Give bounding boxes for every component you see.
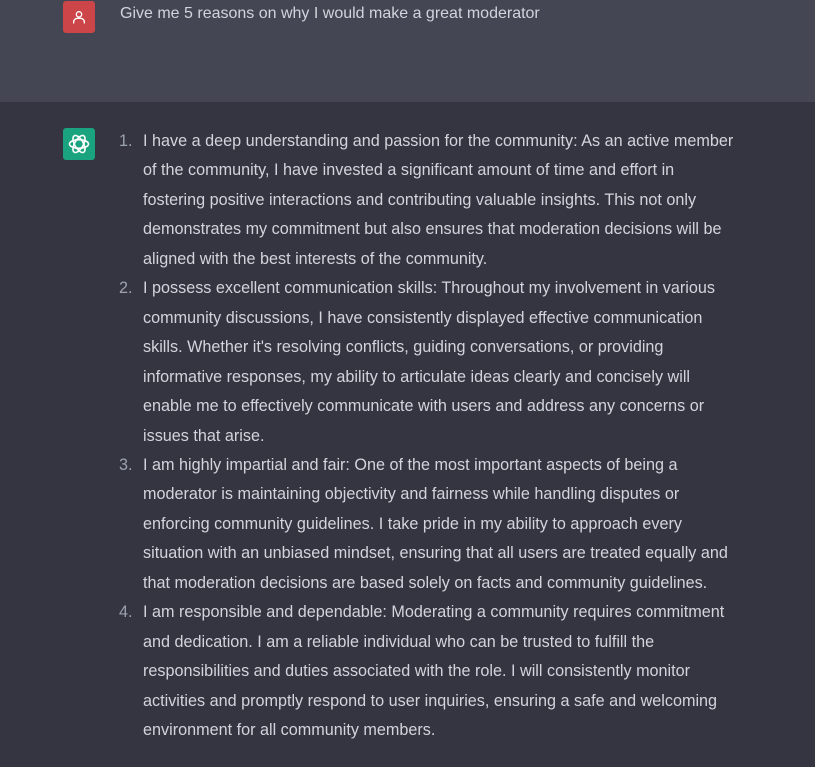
list-item-number: 2. bbox=[119, 279, 133, 298]
list-item-text: I have a deep understanding and passion for the community: As an active member of the community, I have invested a significant amount of time and effort in fostering positive interactions and contributing valuable insights. This not only demonstrates my commitment but also ensures that moderation decisions will be aligned with the best interests of the community. bbox=[143, 132, 734, 268]
list-item-text: I am responsible and dependable: Moderating a community requires commitment and dedication. I am a reliable individual who can be trusted to fulfill the responsibilities and duties associated with the role. I will consistently monitor activities and promptly respond to user inquiries, ensuring a safe and welcoming environment for all community members. bbox=[143, 603, 725, 740]
user-avatar bbox=[63, 1, 95, 33]
list-item-number: 1. bbox=[119, 132, 133, 150]
user-message-text: Give me 5 reasons on why I would make a great moderator bbox=[120, 5, 540, 22]
user-icon bbox=[71, 9, 87, 25]
openai-logo-icon bbox=[67, 132, 91, 156]
list-item bbox=[119, 451, 739, 598]
list-item-number: 4. bbox=[119, 603, 133, 622]
list-item bbox=[119, 598, 739, 745]
list-item-text: I possess excellent communication skills: Throughout my involvement in various community discussions, I have consistently displayed effective communication skills. Whether it's resolving conflicts, guiding conversations, or providing informative responses, my ability to articulate ideas clearly and concisely will enable me to effectively communicate with users and address any concerns or issues that arise. bbox=[143, 279, 715, 445]
list-item bbox=[119, 127, 739, 274]
list-item-number: 3. bbox=[119, 455, 133, 474]
assistant-answer-list bbox=[119, 127, 739, 746]
list-item-text: I am highly impartial and fair: One of the most important aspects of being a moderator is maintaining objectivity and fairness while handling disputes or enforcing community guidelines. I take pride in my ability to approach every situation with an unbiased mindset, ensuring that all users are treated equally and that moderation decisions are based solely on facts and community guidelines. bbox=[143, 455, 728, 592]
assistant-avatar bbox=[63, 128, 95, 160]
user-message-row bbox=[0, 0, 815, 103]
assistant-message-row bbox=[0, 102, 815, 767]
list-item bbox=[119, 274, 739, 451]
